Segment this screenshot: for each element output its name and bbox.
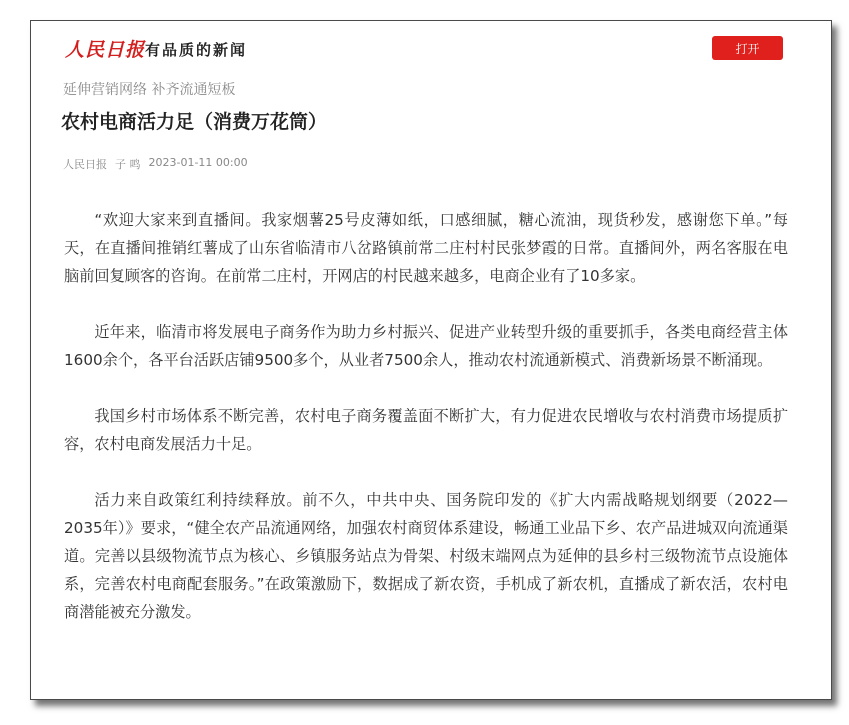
article-source: 人民日报 <box>63 158 107 171</box>
article-paragraph: “欢迎大家来到直播间。我家烟薯25号皮薄如纸，口感细腻，糖心流油，现货秒发，感谢您下单。”每天，在直播间推销红薯成了山东省临清市八岔路镇前常二庄村村民张梦霞的日常。直播间外，两名客服在电脑前回复顾客的咨询。在前常二庄村，开网店的村民越来越多，电商企业有了10多家。 <box>64 211 788 285</box>
article-body <box>64 206 788 654</box>
article-paragraph: 我国乡村市场体系不断完善，农村电子商务覆盖面不断扩大，有力促进农民增收与农村消费市场提质扩容，农村电商发展活力十足。 <box>64 407 788 453</box>
app-header <box>31 21 831 71</box>
article-meta <box>63 156 248 172</box>
article-title: 农村电商活力足（消费万花筒） <box>61 111 328 133</box>
header-slogan: 有品质的新闻 <box>145 41 248 59</box>
article-frame <box>30 20 832 700</box>
article-author: 子 鸣 <box>115 158 141 171</box>
article-paragraph: 活力来自政策红利持续释放。前不久，中共中央、国务院印发的《扩大内需战略规划纲要（2022—2035年）》要求，“健全农产品流通网络，加强农村商贸体系建设，畅通工业品下乡、农产品进城双向流通渠道。完善以县级物流节点为核心、乡镇服务站点为骨架、村级末端网点为延伸的县乡村三级物流节点设施体系，完善农村电商配套服务。”在政策激励下，数据成了新农资，手机成了新农机，直播成了新农活，农村电商潜能被充分激发。 <box>64 491 788 621</box>
people-daily-logo[interactable]: 人民日报 <box>65 39 146 61</box>
article-paragraph: 近年来，临清市将发展电子商务作为助力乡村振兴、促进产业转型升级的重要抓手，各类电商经营主体1600余个，各平台活跃店铺9500多个，从业者7500余人，推动农村流通新模式、消费新场景不断涌现。 <box>64 323 788 369</box>
article-subtitle: 延伸营销网络 补齐流通短板 <box>63 82 236 98</box>
open-app-button[interactable]: 打开 <box>712 36 783 60</box>
article-datetime: 2023-01-11 00:00 <box>148 156 248 169</box>
